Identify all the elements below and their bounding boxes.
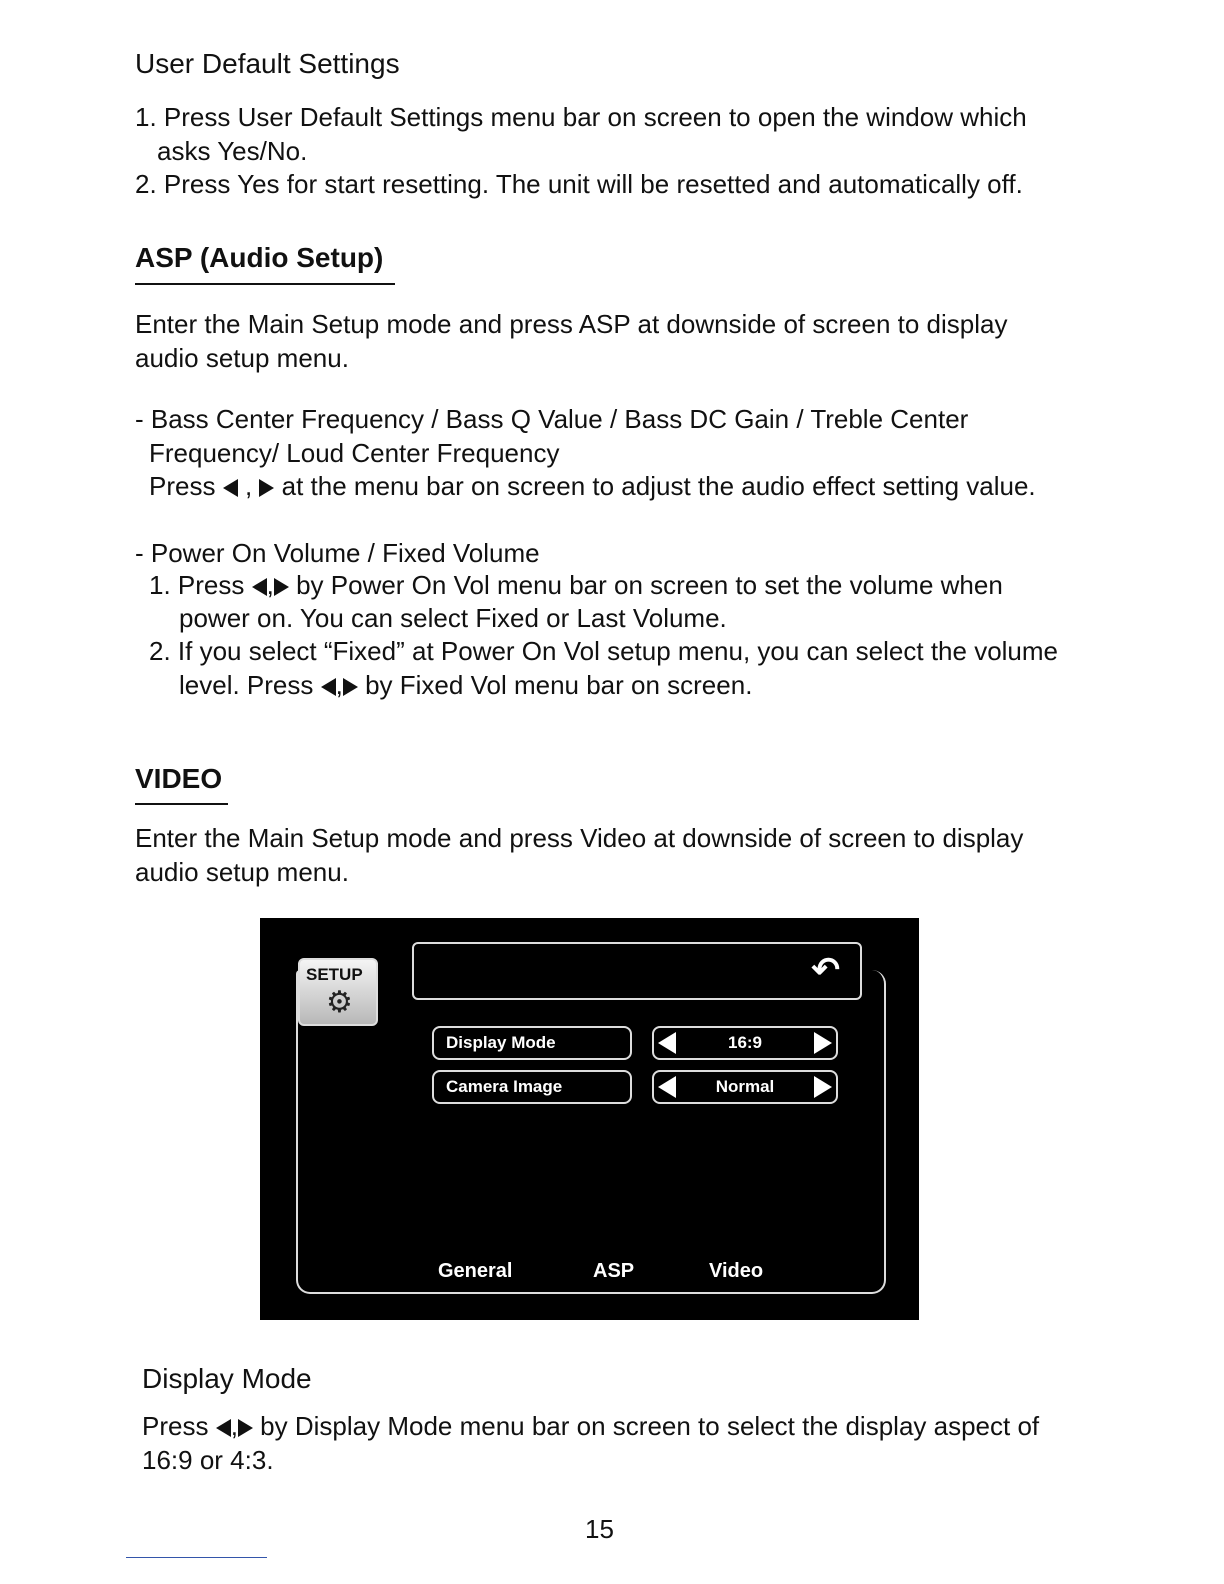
display-mode-title: Display Mode bbox=[142, 1363, 312, 1394]
display-mode-selector[interactable] bbox=[652, 1026, 838, 1060]
press-word: 1. Press bbox=[149, 570, 245, 600]
display-mode-value: 16:9 bbox=[727, 1033, 763, 1052]
video-intro: Enter the Main Setup mode and press Video at downside of screen to display bbox=[135, 823, 1024, 853]
right-arrow-icon bbox=[274, 578, 289, 596]
bass-press-rest: at the menu bar on screen to adjust the audio effect setting value. bbox=[281, 471, 1036, 501]
power-step-2-rest: by Fixed Vol menu bar on screen. bbox=[365, 670, 753, 700]
camera-image-button[interactable] bbox=[432, 1070, 632, 1104]
video-heading-underline bbox=[135, 803, 228, 805]
separator: , bbox=[266, 570, 274, 600]
user-default-step-1-cont: asks Yes/No. bbox=[157, 136, 308, 166]
separator: , bbox=[244, 471, 253, 501]
display-mode-instruction-rest: by Display Mode menu bar on screen to select the display aspect of bbox=[260, 1411, 1040, 1441]
bass-press-instruction bbox=[149, 469, 1036, 503]
right-arrow-icon[interactable] bbox=[814, 1032, 832, 1054]
right-arrow-icon[interactable] bbox=[814, 1076, 832, 1098]
left-arrow-icon bbox=[321, 678, 336, 696]
right-arrow-icon bbox=[238, 1419, 253, 1437]
display-mode-instruction-cont: 16:9 or 4:3. bbox=[142, 1445, 274, 1475]
back-icon[interactable]: ↶ bbox=[811, 951, 840, 989]
user-default-step-2: 2. Press Yes for start resetting. The unit will be resetted and automatically off. bbox=[135, 169, 1023, 199]
gear-icon: ⚙ bbox=[326, 986, 353, 1019]
power-volume-title: - Power On Volume / Fixed Volume bbox=[135, 538, 540, 568]
display-mode-instruction bbox=[142, 1409, 1039, 1443]
setup-screen-image bbox=[260, 918, 919, 1320]
left-arrow-icon bbox=[252, 578, 267, 596]
display-mode-label: Display Mode bbox=[446, 1033, 556, 1052]
power-step-1-rest: by Power On Vol menu bar on screen to set the volume when bbox=[296, 570, 1003, 600]
separator: , bbox=[335, 670, 343, 700]
asp-intro: Enter the Main Setup mode and press ASP at downside of screen to display bbox=[135, 309, 1008, 339]
user-default-title: User Default Settings bbox=[135, 48, 400, 79]
tab-video[interactable]: Video bbox=[709, 1260, 764, 1282]
camera-image-value: Normal bbox=[715, 1077, 775, 1096]
footer-rule bbox=[126, 1557, 267, 1558]
screen-title-bar bbox=[412, 942, 862, 1000]
left-arrow-icon bbox=[216, 1419, 231, 1437]
video-intro-cont: audio setup menu. bbox=[135, 857, 349, 887]
bass-settings-list-cont: Frequency/ Loud Center Frequency bbox=[149, 438, 560, 468]
bass-settings-list: - Bass Center Frequency / Bass Q Value / Bass DC Gain / Treble Center bbox=[135, 404, 969, 434]
screen-frame bbox=[296, 970, 886, 1294]
video-heading: VIDEO bbox=[135, 763, 223, 794]
user-default-step-1: 1. Press User Default Settings menu bar on screen to open the window which bbox=[135, 102, 1027, 132]
press-word: Press bbox=[142, 1411, 209, 1441]
camera-image-label: Camera Image bbox=[446, 1077, 563, 1096]
power-step-2: 2. If you select “Fixed” at Power On Vol setup menu, you can select the volume bbox=[149, 636, 1059, 666]
page-number: 15 bbox=[585, 1514, 614, 1544]
power-step-1-cont: power on. You can select Fixed or Last Volume. bbox=[179, 603, 727, 633]
setup-label: SETUP bbox=[306, 965, 363, 984]
separator: , bbox=[230, 1411, 238, 1441]
tab-asp[interactable]: ASP bbox=[593, 1260, 635, 1282]
camera-image-selector[interactable] bbox=[652, 1070, 838, 1104]
setup-tab[interactable] bbox=[298, 958, 378, 1026]
display-mode-button[interactable] bbox=[432, 1026, 632, 1060]
press-word: Press bbox=[149, 471, 216, 501]
asp-intro-cont: audio setup menu. bbox=[135, 343, 349, 373]
right-arrow-icon bbox=[343, 678, 358, 696]
asp-heading: ASP (Audio Setup) bbox=[135, 242, 384, 273]
left-arrow-icon bbox=[223, 479, 238, 497]
power-step-1 bbox=[149, 568, 1003, 602]
press-word: level. Press bbox=[179, 670, 314, 700]
tab-general[interactable]: General bbox=[438, 1260, 513, 1282]
right-arrow-icon bbox=[259, 479, 274, 497]
power-step-2-cont bbox=[179, 668, 752, 702]
asp-heading-underline bbox=[135, 283, 395, 285]
